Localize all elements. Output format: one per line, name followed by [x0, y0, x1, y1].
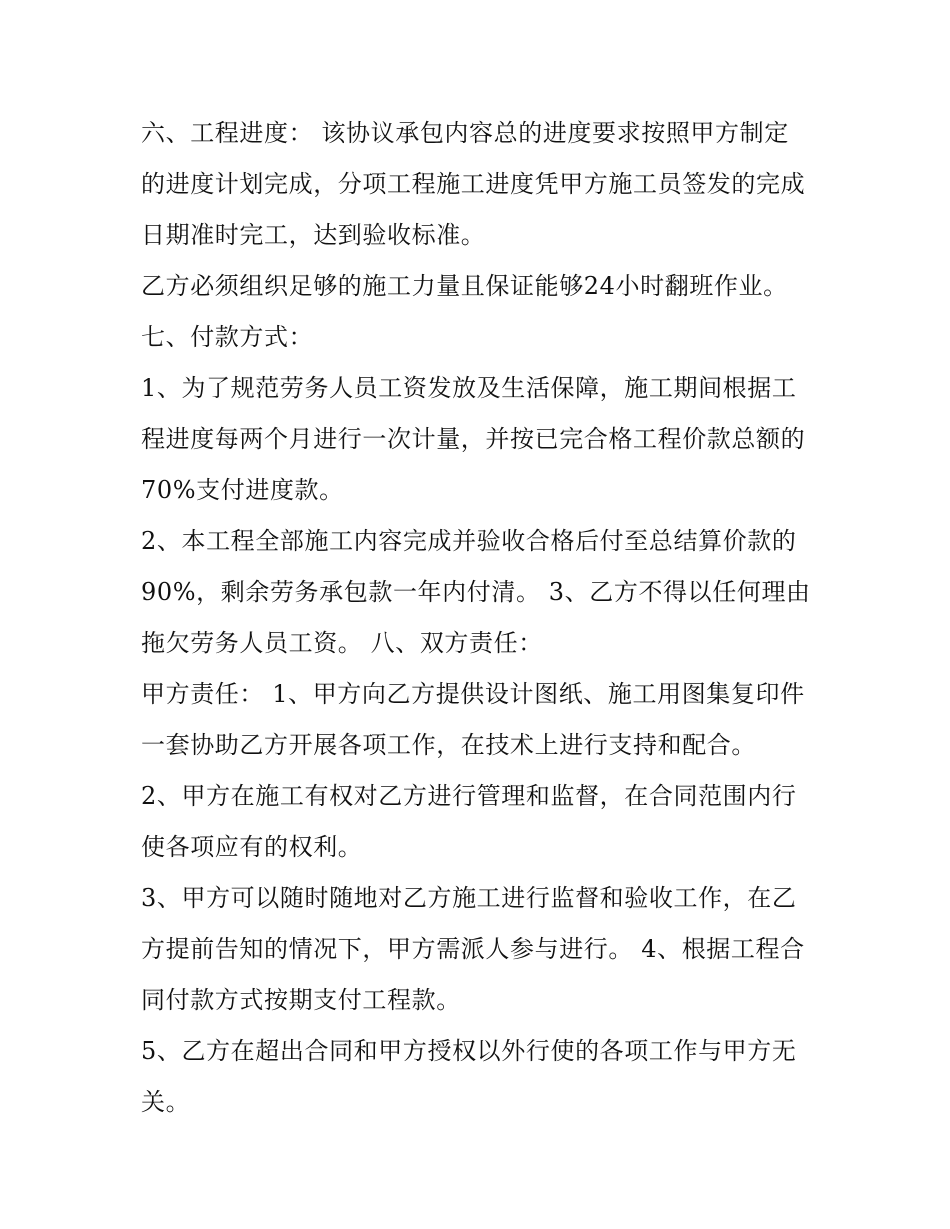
text-line: 2、本工程全部施工内容完成并验收合格后付至总结算价款的	[141, 527, 797, 555]
text-line: 的进度计划完成，分项工程施工进度凭甲方施工员签发的完成	[141, 170, 806, 198]
text-line: 1、为了规范劳务人员工资发放及生活保障，施工期间根据工	[141, 374, 797, 402]
text-line: 5、乙方在超出合同和甲方授权以外行使的各项工作与甲方无	[141, 1037, 797, 1065]
text-line: 日期准时完工，达到验收标准。	[141, 221, 486, 249]
text-line: 一套协助乙方开展各项工作，在技术上进行支持和配合。	[141, 731, 756, 759]
text-line: 甲方责任： 1、甲方向乙方提供设计图纸、施工用图集复印件	[141, 680, 805, 708]
text-line: 程进度每两个月进行一次计量，并按已完合格工程价款总额的	[141, 425, 806, 453]
text-line: 方提前告知的情况下，甲方需派人参与进行。 4、根据工程合	[141, 935, 805, 963]
text-line: 使各项应有的权利。	[141, 833, 363, 861]
text-line: 关。	[141, 1088, 191, 1116]
text-line: 70%支付进度款。	[141, 476, 344, 504]
text-line: 3、甲方可以随时随地对乙方施工进行监督和验收工作，在乙	[141, 884, 797, 912]
text-line: 拖欠劳务人员工资。 八、双方责任：	[141, 629, 543, 657]
text-line: 六、工程进度： 该协议承包内容总的进度要求按照甲方制定	[141, 119, 789, 147]
text-line: 同付款方式按期支付工程款。	[141, 986, 461, 1014]
text-line: 乙方必须组织足够的施工力量且保证能够24小时翻班作业。	[141, 272, 788, 300]
document-body	[141, 108, 821, 1128]
section-heading: 七、付款方式：	[141, 323, 314, 351]
text-line: 2、甲方在施工有权对乙方进行管理和监督，在合同范围内行	[141, 782, 797, 810]
text-line: 90%，剩余劳务承包款一年内付清。 3、乙方不得以任何理由	[141, 578, 811, 606]
